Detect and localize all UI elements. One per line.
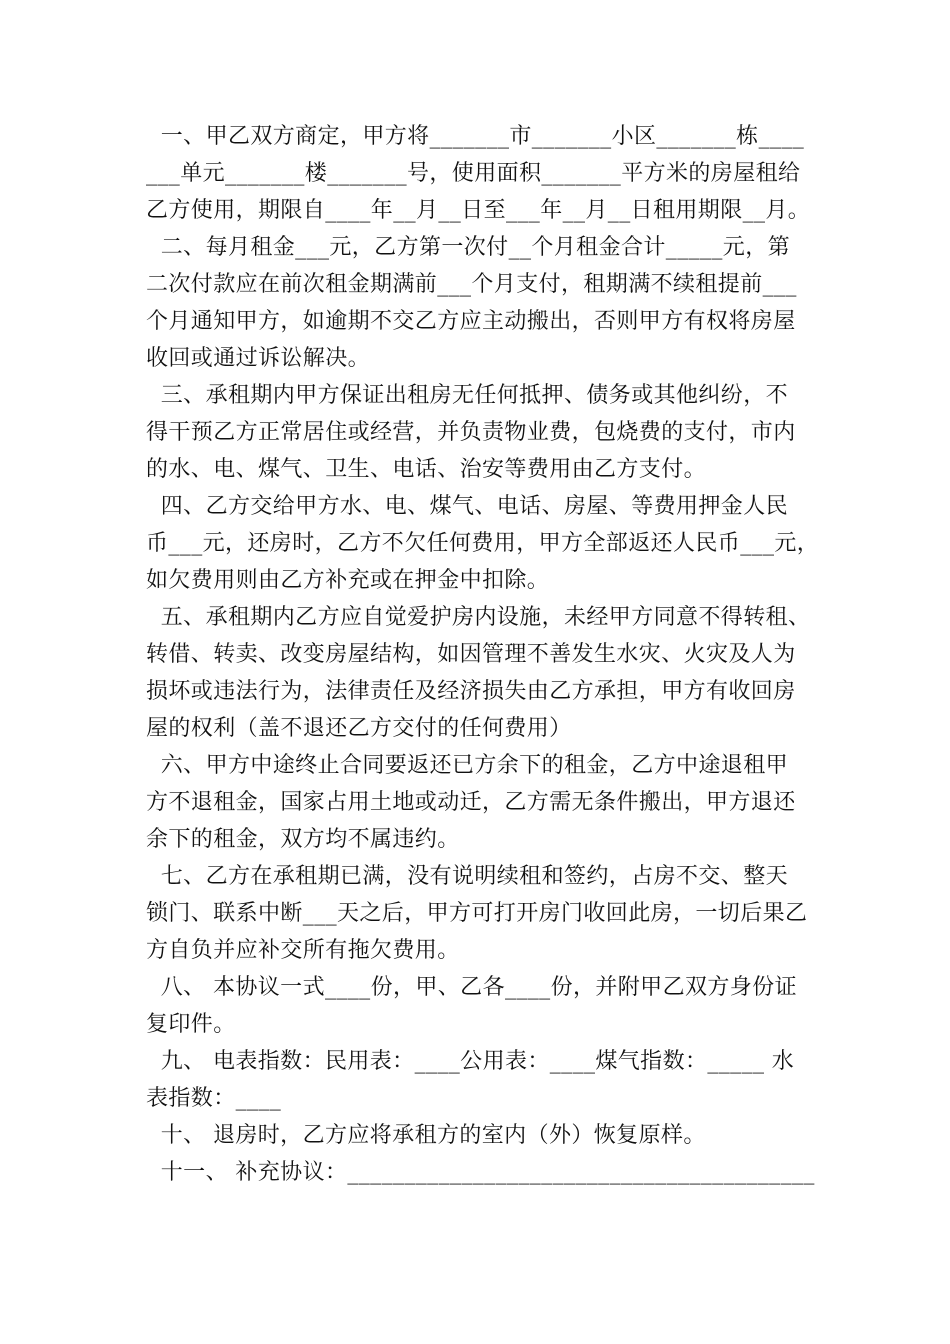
clause-1-line-1: 一、甲乙双方商定，甲方将_______市_______小区_______栋____ xyxy=(146,124,805,149)
clause-5-line-1: 五、承租期内乙方应自觉爱护房内设施，未经甲方同意不得转租、 xyxy=(146,605,811,630)
clause-2-line-4: 收回或通过诉讼解决。 xyxy=(146,346,371,371)
clause-1-line-3: 乙方使用，期限自____年__月__日至___年__月__日租用期限__月。 xyxy=(146,198,811,223)
clause-4-line-2: 币___元，还房时，乙方不欠任何费用，甲方全部返还人民币___元， xyxy=(146,531,820,556)
clause-6-line-2: 方不退租金，国家占用土地或动迁，乙方需无条件搬出，甲方退还 xyxy=(146,790,796,815)
clause-7-line-1: 七、乙方在承租期已满，没有说明续租和签约，占房不交、整天 xyxy=(146,864,788,889)
clause-1-line-2: ___单元_______楼_______号，使用面积_______平方米的房屋租给 xyxy=(146,161,801,186)
clause-2-line-2: 二次付款应在前次租金期满前___个月支付，租期满不续租提前___ xyxy=(146,272,797,297)
clause-5-line-4: 屋的权利（盖不退还乙方交付的任何费用） xyxy=(146,716,572,741)
clause-10-line-1: 十、 退房时，乙方应将承租方的室内（外）恢复原样。 xyxy=(146,1123,706,1148)
clause-3-line-2: 得干预乙方正常居住或经营，并负责物业费，包烧费的支付，市内 xyxy=(146,420,796,445)
clause-2-line-3: 个月通知甲方，如逾期不交乙方应主动搬出，否则甲方有权将房屋 xyxy=(146,309,796,334)
clause-7-line-3: 方自负并应补交所有拖欠费用。 xyxy=(146,938,460,963)
clause-4-line-3: 如欠费用则由乙方补充或在押金中扣除。 xyxy=(146,568,550,593)
clause-6-line-1: 六、甲方中途终止合同要返还已方余下的租金，乙方中途退租甲 xyxy=(146,753,788,778)
clause-8-line-2: 复印件。 xyxy=(146,1012,236,1037)
clause-3-line-3: 的水、电、煤气、卫生、电话、治安等费用由乙方支付。 xyxy=(146,457,707,482)
clause-9-line-2: 表指数：____ xyxy=(146,1086,282,1111)
clause-3-line-1: 三、承租期内甲方保证出租房无任何抵押、债务或其他纠纷，不 xyxy=(146,383,788,408)
clause-8-line-1: 八、 本协议一式____份，甲、乙各____份，并附甲乙双方身份证 xyxy=(146,975,797,1000)
clause-5-line-3: 损坏或违法行为，法律责任及经济损失由乙方承担，甲方有收回房 xyxy=(146,679,796,704)
clause-9-line-1: 九、 电表指数：民用表：____公用表：____煤气指数：_____ 水 xyxy=(146,1049,795,1074)
clause-2-line-1: 二、每月租金___元，乙方第一次付__个月租金合计_____元，第 xyxy=(146,235,790,260)
clause-4-line-1: 四、乙方交给甲方水、电、煤气、电话、房屋、等费用押金人民 xyxy=(146,494,788,519)
clause-7-line-2: 锁门、联系中断___天之后，甲方可打开房门收回此房，一切后果乙 xyxy=(146,901,808,926)
clause-11-line-1: 十一、 补充协议：_________________________________________ xyxy=(146,1160,815,1185)
clause-5-line-2: 转借、转卖、改变房屋结构，如因管理不善发生水灾、火灾及人为 xyxy=(146,642,796,667)
clause-6-line-3: 余下的租金，双方均不属违约。 xyxy=(146,827,460,852)
